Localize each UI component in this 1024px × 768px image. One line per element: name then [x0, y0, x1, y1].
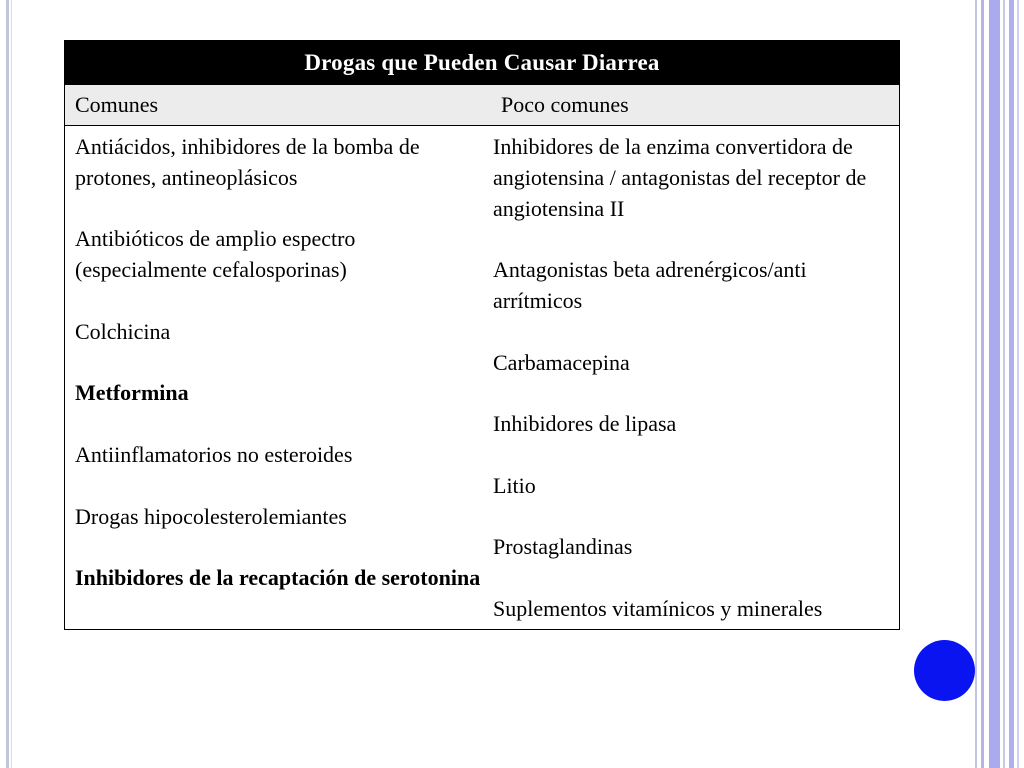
drug-list-item: Prostaglandinas: [493, 534, 633, 560]
drug-list-item: Antiácidos, inhibidores de la bomba de protones, antineoplásicos: [75, 134, 420, 190]
table-title: Drogas que Pueden Causar Diarrea: [65, 41, 899, 85]
uncommon-drugs-column: [483, 132, 891, 625]
decorative-blue-circle: [914, 640, 975, 701]
drug-list-item: Inhibidores de la recaptación de serotonina: [75, 565, 481, 591]
drug-list-item: Suplementos vitamínicos y minerales: [493, 595, 823, 621]
table-header-row: [65, 85, 899, 126]
table-body-row: [65, 126, 899, 629]
drug-list-item: Inhibidores de lipasa: [493, 411, 677, 437]
left-border-rule-thin: [11, 0, 12, 768]
drug-list-item: Carbamacepina: [493, 349, 630, 375]
drug-list-item: Litio: [493, 472, 536, 498]
drug-list-item: Antibióticos de amplio espectro (especialmente cefalosporinas): [75, 226, 356, 283]
drug-list-item: Colchicina: [75, 318, 171, 344]
common-drugs-column: [65, 132, 483, 625]
right-stripe: [1017, 0, 1019, 768]
right-stripe: [989, 0, 1000, 768]
drug-table: [64, 40, 900, 630]
header-uncommon: Poco comunes: [500, 92, 629, 117]
drug-list-item: Drogas hipocolesterolemiantes: [75, 503, 347, 529]
left-border-rule: [6, 0, 9, 768]
right-stripe: [1009, 0, 1014, 768]
drug-list-item: Antagonistas beta adrenérgicos/anti arrítmicos: [493, 257, 807, 313]
drug-list-item: Metformina: [75, 380, 189, 406]
right-stripe: [981, 0, 984, 768]
header-common: Comunes: [75, 92, 159, 117]
drug-list-item: Antiinflamatorios no esteroides: [75, 441, 353, 467]
drug-list-item: Inhibidores de la enzima convertidora de angiotensina / antagonistas del receptor de angiotensina II: [493, 134, 867, 221]
right-stripe: [1003, 0, 1005, 768]
right-stripe: [975, 0, 977, 768]
